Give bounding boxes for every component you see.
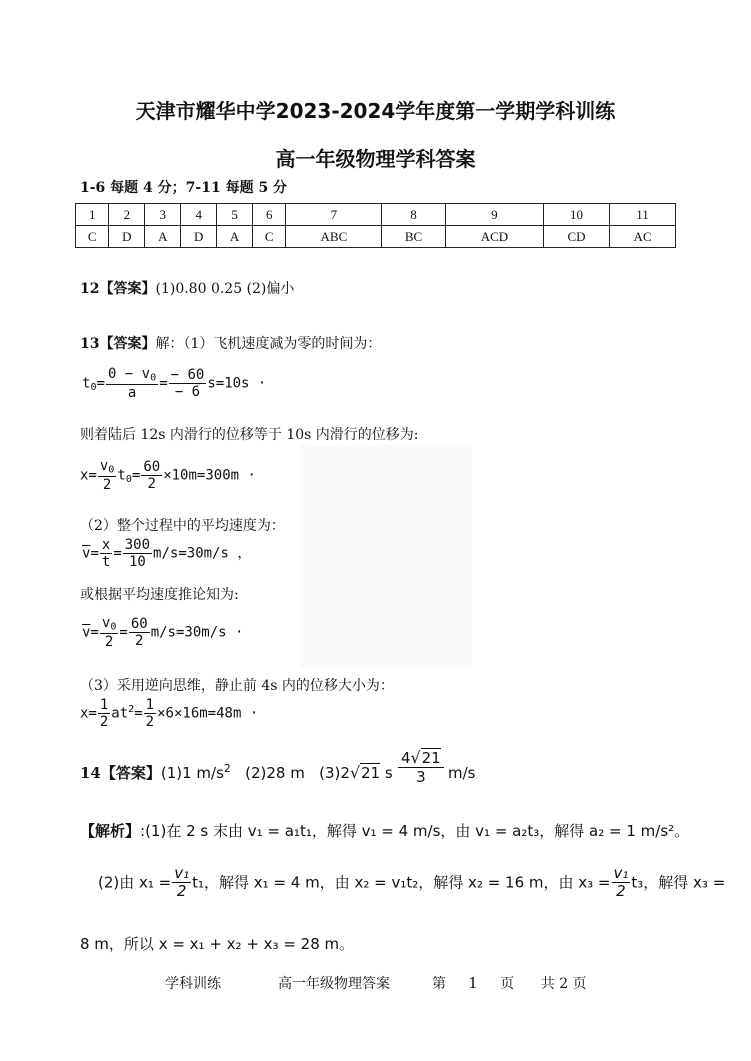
q13-part3: （3）采用逆向思维，静止前 4s 内的位移大小为：: [80, 678, 394, 694]
eq-rhs: ×6×16m=48m ·: [157, 705, 259, 722]
fraction: [141, 459, 162, 492]
fraction-num: 60: [143, 459, 161, 475]
sqrt-icon: √: [410, 748, 421, 767]
answer-cell: A: [217, 226, 253, 248]
q13-eq2: x= $\frac{v_0}{2}$ $t_0=$ $\frac{60}{2}$ ×10m=300m ·: [80, 458, 256, 494]
analysis-text: t₃，解得 x₃ =: [631, 873, 726, 892]
fraction-den: 2: [135, 633, 144, 650]
answer-cell: CD: [544, 226, 610, 248]
q12-answer: [80, 278, 294, 298]
question-number: 1: [76, 204, 109, 226]
fraction: [98, 458, 117, 493]
eq-subscript: 0: [90, 382, 97, 394]
eq-rhs: m/s=30m/s ，: [153, 545, 252, 562]
fraction-den: 2: [176, 882, 187, 901]
sqrt-icon: √: [349, 763, 360, 782]
q14-analysis-line2: [98, 865, 725, 901]
fraction: [106, 366, 158, 401]
fraction-num: v: [101, 615, 111, 631]
fraction: [144, 697, 156, 730]
fraction: [169, 367, 207, 400]
q14-a3-radicand: 21: [360, 764, 381, 782]
eq-subscript: 0: [110, 621, 117, 633]
fraction: [100, 537, 112, 570]
answer-cell: AC: [610, 226, 676, 248]
q12-text: (1)0.80 0.25 (2)偏小: [155, 281, 295, 297]
q14-a4-unit: m/s: [448, 764, 476, 782]
footer-page: [432, 973, 587, 993]
fraction: [123, 537, 152, 570]
question-number: 8: [382, 204, 445, 226]
fraction-num: 1: [99, 697, 109, 713]
q13-line2: 则着陆后 12s 内滑行的位移等于 10s 内滑行的位移为:: [80, 427, 419, 443]
q13-intro-text: 解：（1）飞机速度减为零的时间为：: [155, 336, 382, 352]
fraction-num: 60: [130, 616, 148, 632]
question-number: 3: [145, 204, 181, 226]
q13-label: 13【答案】: [80, 336, 156, 352]
q13-intro: [80, 333, 381, 353]
fraction-den: t: [101, 554, 111, 571]
eq-average-velocity: $\overline{v}$: [82, 545, 91, 562]
scan-smudge: [300, 445, 472, 667]
q13-eq4: $\overline{v}=$ $\frac{v_0}{2}$ = $\frac{60}{2}$ m/s=30m/s ·: [82, 615, 244, 651]
fraction-den: 2: [616, 882, 626, 901]
question-number: 11: [610, 204, 676, 226]
page-title: 天津市耀华中学2023-2024学年度第一学期学科训练: [135, 99, 616, 123]
eq-subscript: 0: [108, 464, 115, 476]
fraction-num: v₁: [174, 864, 190, 882]
q14-label: 14【答案】: [80, 764, 161, 782]
fraction-num: 300: [124, 537, 151, 553]
answer-cell: D: [181, 226, 217, 248]
eq-rhs: s=10s ·: [207, 375, 267, 392]
eq-rhs: ×10m=300m ·: [163, 467, 256, 484]
eq-symbol: t: [82, 375, 91, 392]
fraction-den: 2: [102, 477, 112, 494]
answer-table-numbers-row: [76, 204, 676, 226]
answer-cell: A: [145, 226, 181, 248]
answer-cell: ACD: [445, 226, 543, 248]
fraction: [100, 615, 119, 650]
fraction: [172, 865, 191, 901]
answer-cell: D: [109, 226, 145, 248]
q14-a1: (1)1 m/s: [160, 764, 224, 782]
fraction: [129, 616, 150, 649]
eq-superscript: 2: [128, 704, 135, 716]
q13-eq5: x= $\frac{1}{2}$ $at^2=$ $\frac{1}{2}$ ×6×16m=48m ·: [80, 697, 259, 731]
question-number: 4: [181, 204, 217, 226]
answer-cell: ABC: [286, 226, 382, 248]
fraction: [98, 697, 110, 730]
footer-page-pre: 第: [432, 976, 446, 992]
q14-a4-coef: 4: [401, 749, 411, 767]
q14-analysis-line3: 8 m，所以 x = x₁ + x₂ + x₃ = 28 m。: [80, 935, 355, 953]
eq-symbol: at: [111, 705, 129, 722]
q14-a3-unit: s: [384, 764, 393, 782]
q13-part2: （2）整个过程中的平均速度为：: [80, 518, 285, 534]
answer-table: [75, 203, 676, 248]
fraction-num: − 60: [170, 367, 205, 383]
fraction-den: 10: [128, 554, 146, 571]
fraction-den: a: [127, 385, 137, 402]
fraction-num: 0 − v: [107, 366, 151, 382]
page-number: 1: [468, 974, 478, 992]
q14-a3-pre: (3)2: [319, 764, 350, 782]
q14-answer: [80, 762, 393, 783]
q14-analysis-line1: [80, 820, 689, 841]
eq-lhs: x=: [80, 705, 97, 722]
q14-a2: (2)28 m: [245, 764, 305, 782]
fraction-den: 2: [147, 476, 156, 493]
q14-a4-radicand: 21: [421, 749, 441, 767]
eq-subscript: 0: [125, 474, 132, 486]
question-number: 6: [253, 204, 286, 226]
fraction: [612, 865, 631, 901]
analysis-text: t₁，解得 x₁ = 4 m，由 x₂ = v₁t₂，解得 x₂ = 16 m，由 x₃ =: [192, 873, 611, 892]
fraction-den: − 6: [174, 384, 201, 401]
footer-left: 学科训练: [165, 976, 221, 992]
fraction-den: 2: [104, 634, 114, 651]
analysis-text: :(1)在 2 s 末由 v₁ = a₁t₁，解得 v₁ = 4 m/s，由 v₁ = a₂t₃，解得 a₂ = 1 m/s²。: [140, 822, 690, 840]
eq-average-velocity: $\overline{v}$: [82, 624, 91, 641]
scoring-note: 1-6 每题 4 分；7-11 每题 5 分: [80, 180, 288, 196]
footer-page-post: 页: [500, 976, 515, 992]
footer-mid: 高一年级物理答案: [278, 976, 390, 992]
answer-cell: C: [253, 226, 286, 248]
q12-label: 12【答案】: [80, 281, 156, 297]
fraction-den: 2: [99, 714, 109, 731]
fraction-den: 2: [145, 714, 155, 731]
question-number: 9: [445, 204, 543, 226]
q13-eq3: $\overline{v}=$ $\frac{x}{t}$ = $\frac{300}{10}$ m/s=30m/s ，: [82, 537, 252, 571]
fraction-num: v₁: [613, 864, 629, 882]
footer-total: 共 2 页: [540, 976, 587, 992]
analysis-text: (2)由 x₁ =: [98, 873, 172, 892]
q13-eq1: $t_0=$ $\frac{0 - v_0}{a}$ = $\frac{- 60}{- 6}$ s=10s ·: [82, 366, 267, 402]
fraction-num: 1: [145, 697, 155, 713]
fraction-num: v: [99, 458, 109, 474]
analysis-label: 【解析】: [80, 822, 141, 840]
answer-cell: BC: [382, 226, 445, 248]
question-number: 7: [286, 204, 382, 226]
eq-symbol: t: [117, 467, 126, 484]
answer-cell: C: [76, 226, 109, 248]
eq-subscript: 0: [150, 372, 157, 384]
page-subtitle: 高一年级物理学科答案: [275, 147, 476, 171]
question-number: 2: [109, 204, 145, 226]
q13-alt: 或根据平均速度推论知为:: [80, 587, 239, 603]
fraction-num: [398, 748, 444, 768]
question-number: 5: [217, 204, 253, 226]
fraction-den: 3: [416, 768, 426, 786]
eq-lhs: x=: [80, 467, 97, 484]
q14-a4-fraction: [398, 748, 444, 786]
eq-rhs: m/s=30m/s ·: [150, 624, 244, 641]
answer-table-answers-row: [76, 226, 676, 248]
q14-a1-sup: 2: [223, 762, 231, 776]
question-number: 10: [544, 204, 610, 226]
fraction-num: x: [101, 537, 111, 553]
